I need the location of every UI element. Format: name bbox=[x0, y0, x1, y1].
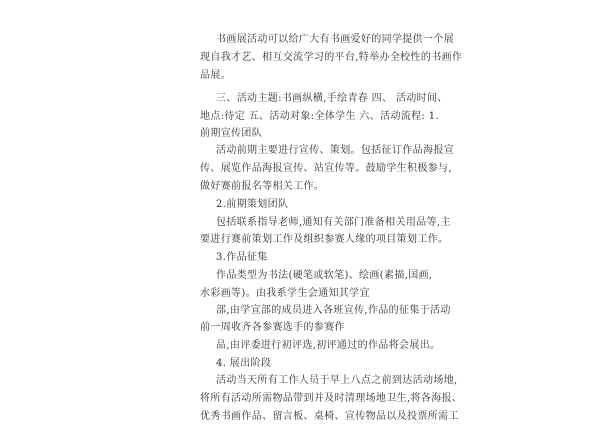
text-line: 部,由学宣部的成员进入各班宣传,作品的征集于活动 bbox=[216, 305, 451, 316]
text-line: 将所有活动所需物品带到并及时清理场地卫生,将各海报、 bbox=[200, 393, 463, 404]
text-line: 传、展览作品海报宣传、站宣传等。鼓励学生积极参与, bbox=[200, 163, 452, 174]
text-line: 活动当天所有工作人员于早上八点之前到达活动场地, bbox=[216, 375, 458, 386]
text-line: 水彩画等)。由我系学生会通知其学宜 bbox=[200, 288, 370, 299]
text-line: 品,由评委进行初评选,初评通过的作品将会展出。 bbox=[216, 340, 441, 351]
text-line: 优秀书画作品、留言板、桌椅、宣传物品以及投票所需工 bbox=[200, 411, 459, 422]
text-line: 做好赛前报名等相关工作。 bbox=[200, 181, 325, 192]
text-line: 要进行赛前策划工作及组织参赛人缘的项目策划工作。 bbox=[200, 234, 449, 245]
text-line: 包括联系指导老师,通知有关部门准备相关用品等,主 bbox=[216, 217, 451, 228]
text-line: 活动前期主要进行宣传、策划。包括征订作品海报宣 bbox=[216, 145, 455, 156]
section-heading: 三、活动主题:书画纵横,手绘青春 四、 活动时间、 bbox=[216, 93, 448, 104]
section-heading: 3.作品征集 bbox=[216, 252, 268, 263]
text-line: 作品类型为书法(硬笔或软笔)、绘画(素描,国画, bbox=[216, 270, 433, 281]
text-line: 现自我才艺、相互交流学习的平台,特举办全校性的书画作 bbox=[200, 52, 463, 63]
section-heading: 2.前期策划团队 bbox=[216, 199, 289, 210]
text-line: 品展。 bbox=[200, 70, 232, 81]
text-line: 书画展活动可以给广大有书画爱好的同学提供一个展 bbox=[216, 34, 455, 45]
text-line: 前期宣传团队 bbox=[200, 128, 263, 139]
section-heading: 4. 展出阶段 bbox=[216, 358, 272, 369]
text-line: 地点:待定 五、活动对象:全体学生 六、活动流程: 1. bbox=[200, 111, 439, 122]
text-line: 前一周收齐各参赛选手的参赛作 bbox=[200, 322, 345, 333]
